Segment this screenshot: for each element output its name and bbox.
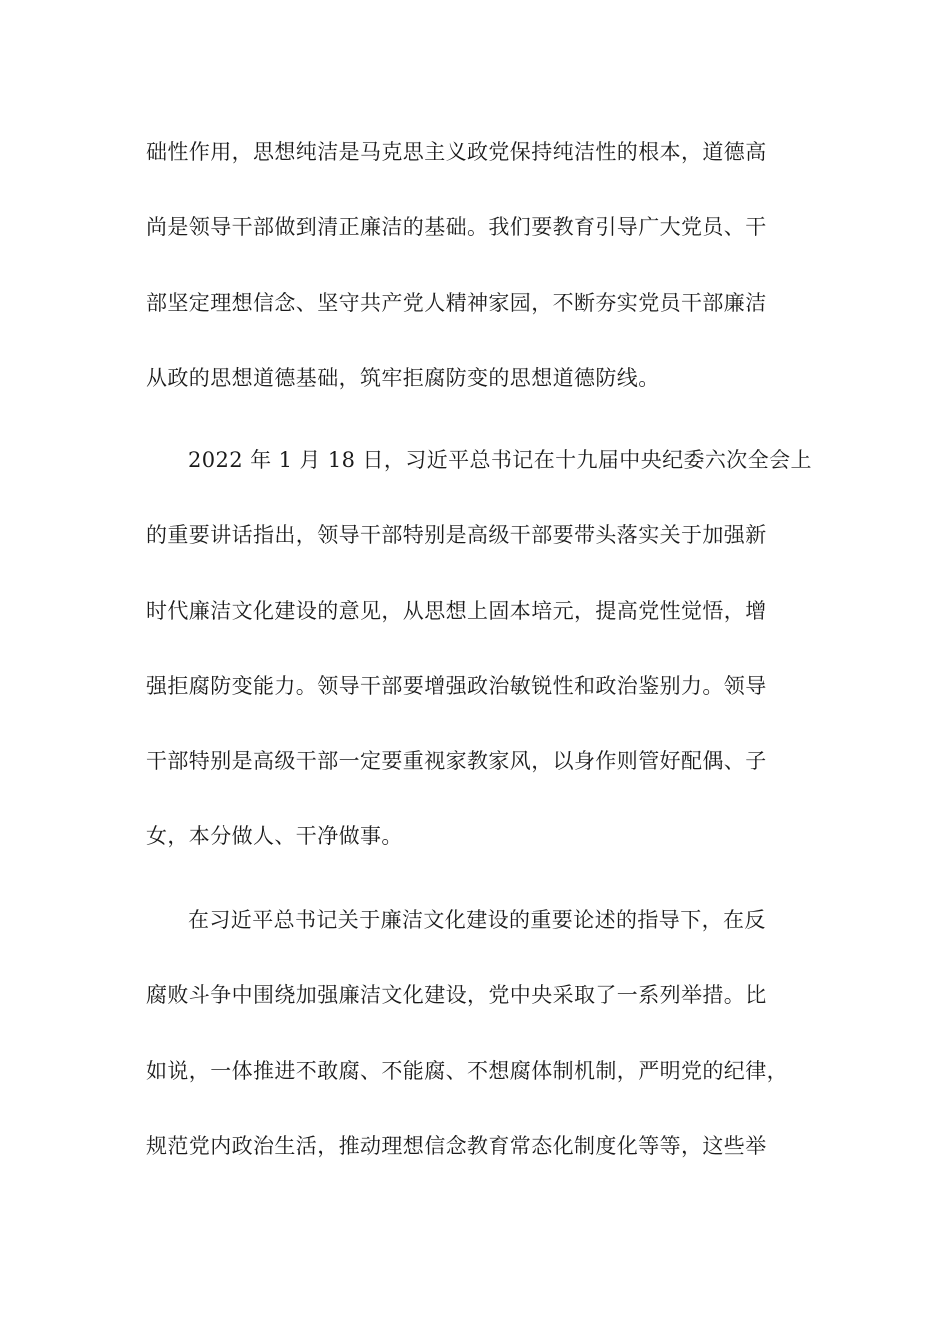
text-line: 从政的思想道德基础，筑牢拒腐防变的思想道德防线。 [146,366,660,390]
text-line: 尚是领导干部做到清正廉洁的基础。我们要教育引导广大党员、干 [146,215,767,239]
text-line: 时代廉洁文化建设的意见，从思想上固本培元，提高党性觉悟，增 [146,599,767,623]
text-line: 在习近平总书记关于廉洁文化建设的重要论述的指导下，在反 [188,908,766,932]
text-line: 的重要讲话指出，领导干部特别是高级干部要带头落实关于加强新 [146,523,767,547]
text-line: 2022 年 1 月 18 日，习近平总书记在十九届中央纪委六次全会上 [188,448,812,472]
text-line: 强拒腐防变能力。领导干部要增强政治敏锐性和政治鉴别力。领导 [146,674,767,698]
text-line: 规范党内政治生活，推动理想信念教育常态化制度化等等，这些举 [146,1134,767,1158]
text-line: 干部特别是高级干部一定要重视家教家风，以身作则管好配偶、子 [146,749,767,773]
text-line: 础性作用，思想纯洁是马克思主义政党保持纯洁性的根本，道德高 [146,140,767,164]
text-line: 女，本分做人、干净做事。 [146,824,403,848]
text-line: 如说，一体推进不敢腐、不能腐、不想腐体制机制，严明党的纪律， [146,1059,788,1083]
text-line: 部坚定理想信念、坚守共产党人精神家园，不断夯实党员干部廉洁 [146,291,767,315]
text-line: 腐败斗争中围绕加强廉洁文化建设，党中央采取了一系列举措。比 [146,983,767,1007]
